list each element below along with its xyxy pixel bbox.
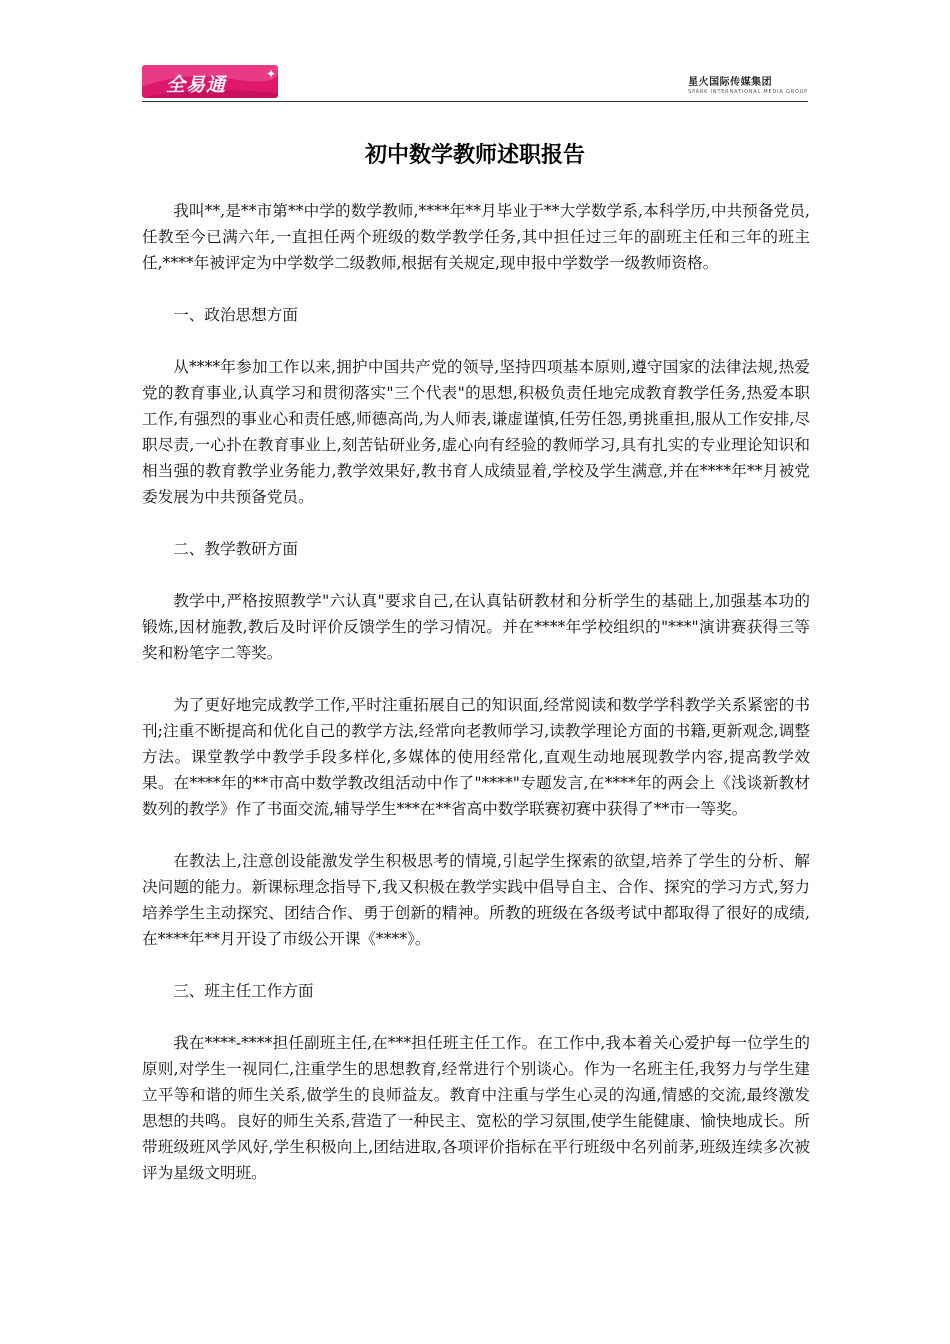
section-heading-class-teacher: 三、班主任工作方面: [173, 982, 314, 1000]
document-body: [142, 198, 810, 1212]
section-heading-politics: 一、政治思想方面: [173, 306, 298, 324]
paragraph-teaching-1: 教学中,严格按照教学"六认真"要求自己,在认真钻研教材和分析学生的基础上,加强基本功的锻炼,因材施教,教后及时评价反馈学生的学习情况。并在****年学校组织的"***"演讲赛获得三等奖和粉笔字二等奖。: [142, 592, 810, 662]
paragraph-teaching-3: 在教法上,注意创设能激发学生积极思考的情境,引起学生探索的欲望,培养了学生的分析、解决问题的能力。新课标理念指导下,我又积极在教学实践中倡导自主、合作、探究的学习方式,努力培养学生主动探究、团结合作、勇于创新的精神。所教的班级在各级考试中都取得了很好的成绩,在****年**月开设了市级公开课《****》。: [142, 852, 810, 948]
paragraph-class-teacher: 我在****-****担任副班主任,在***担任班主任工作。在工作中,我本着关心爱护每一位学生的原则,对学生一视同仁,注重学生的思想教育,经常进行个别谈心。作为一名班主任,我努力与学生建立平等和谐的师生关系,做学生的良师益友。教育中注重与学生心灵的沟通,情感的交流,最终激发思想的共鸣。良好的师生关系,营造了一种民主、宽松的学习氛围,使学生能健康、愉快地成长。所带班级班风学风好,学生积极向上,团结进取,各项评价指标在平行班级中名列前茅,班级连续多次被评为星级文明班。: [142, 1034, 810, 1182]
brand-english-name: SPARK INTERNATIONAL MEDIA GROUP: [688, 89, 808, 95]
quanyitong-logo: [142, 65, 278, 98]
sparkle-icon: ✦: [265, 67, 276, 81]
document-title: 初中数学教师述职报告: [364, 143, 585, 168]
section-heading-teaching: 二、教学教研方面: [173, 540, 298, 558]
paragraph-intro: 我叫**,是**市第**中学的数学教师,****年**月毕业于**大学数学系,本科学历,中共预备党员,任教至今已满六年,一直担任两个班级的数学教学任务,其中担任过三年的副班主任和三年的班主任,****年被评定为中学数学二级教师,根据有关规定,现申报中学数学一级教师资格。: [142, 202, 810, 272]
brand-block: [688, 73, 808, 95]
brand-name: 星火国际传媒集团: [688, 77, 773, 88]
paragraph-teaching-2: 为了更好地完成教学工作,平时注重拓展自己的知识面,经常阅读和数学学科教学关系紧密的书刊;注重不断提高和优化自己的教学方法,经常向老教师学习,读教学理论方面的书籍,更新观念,调整方法。课堂教学中教学手段多样化,多媒体的使用经常化,直观生动地展现教学内容,提高教学效果。在****年的**市高中数学教改组活动中作了"****"专题发言,在****年的两会上《浅谈新教材数列的教学》作了书面交流,辅导学生***在**省高中数学联赛初赛中获得了**市一等奖。: [142, 696, 810, 818]
paragraph-politics: 从****年参加工作以来,拥护中国共产党的领导,坚持四项基本原则,遵守国家的法律法规,热爱党的教育事业,认真学习和贯彻落实"三个代表"的思想,积极负责任地完成教育教学任务,热爱本职工作,有强烈的事业心和责任感,师德高尚,为人师表,谦虚谨慎,任劳任怨,勇挑重担,服从工作安排,尽职尽责,一心扑在教育事业上,刻苦钻研业务,虚心向有经验的教师学习,具有扎实的专业理论知识和相当强的教育教学业务能力,教学效果好,教书育人成绩显着,学校及学生满意,并在****年**月被党委发展为中共预备党员。: [142, 358, 810, 506]
page-header: [142, 62, 808, 102]
header-divider: [142, 101, 808, 102]
logo-text: 全易通: [166, 74, 227, 96]
